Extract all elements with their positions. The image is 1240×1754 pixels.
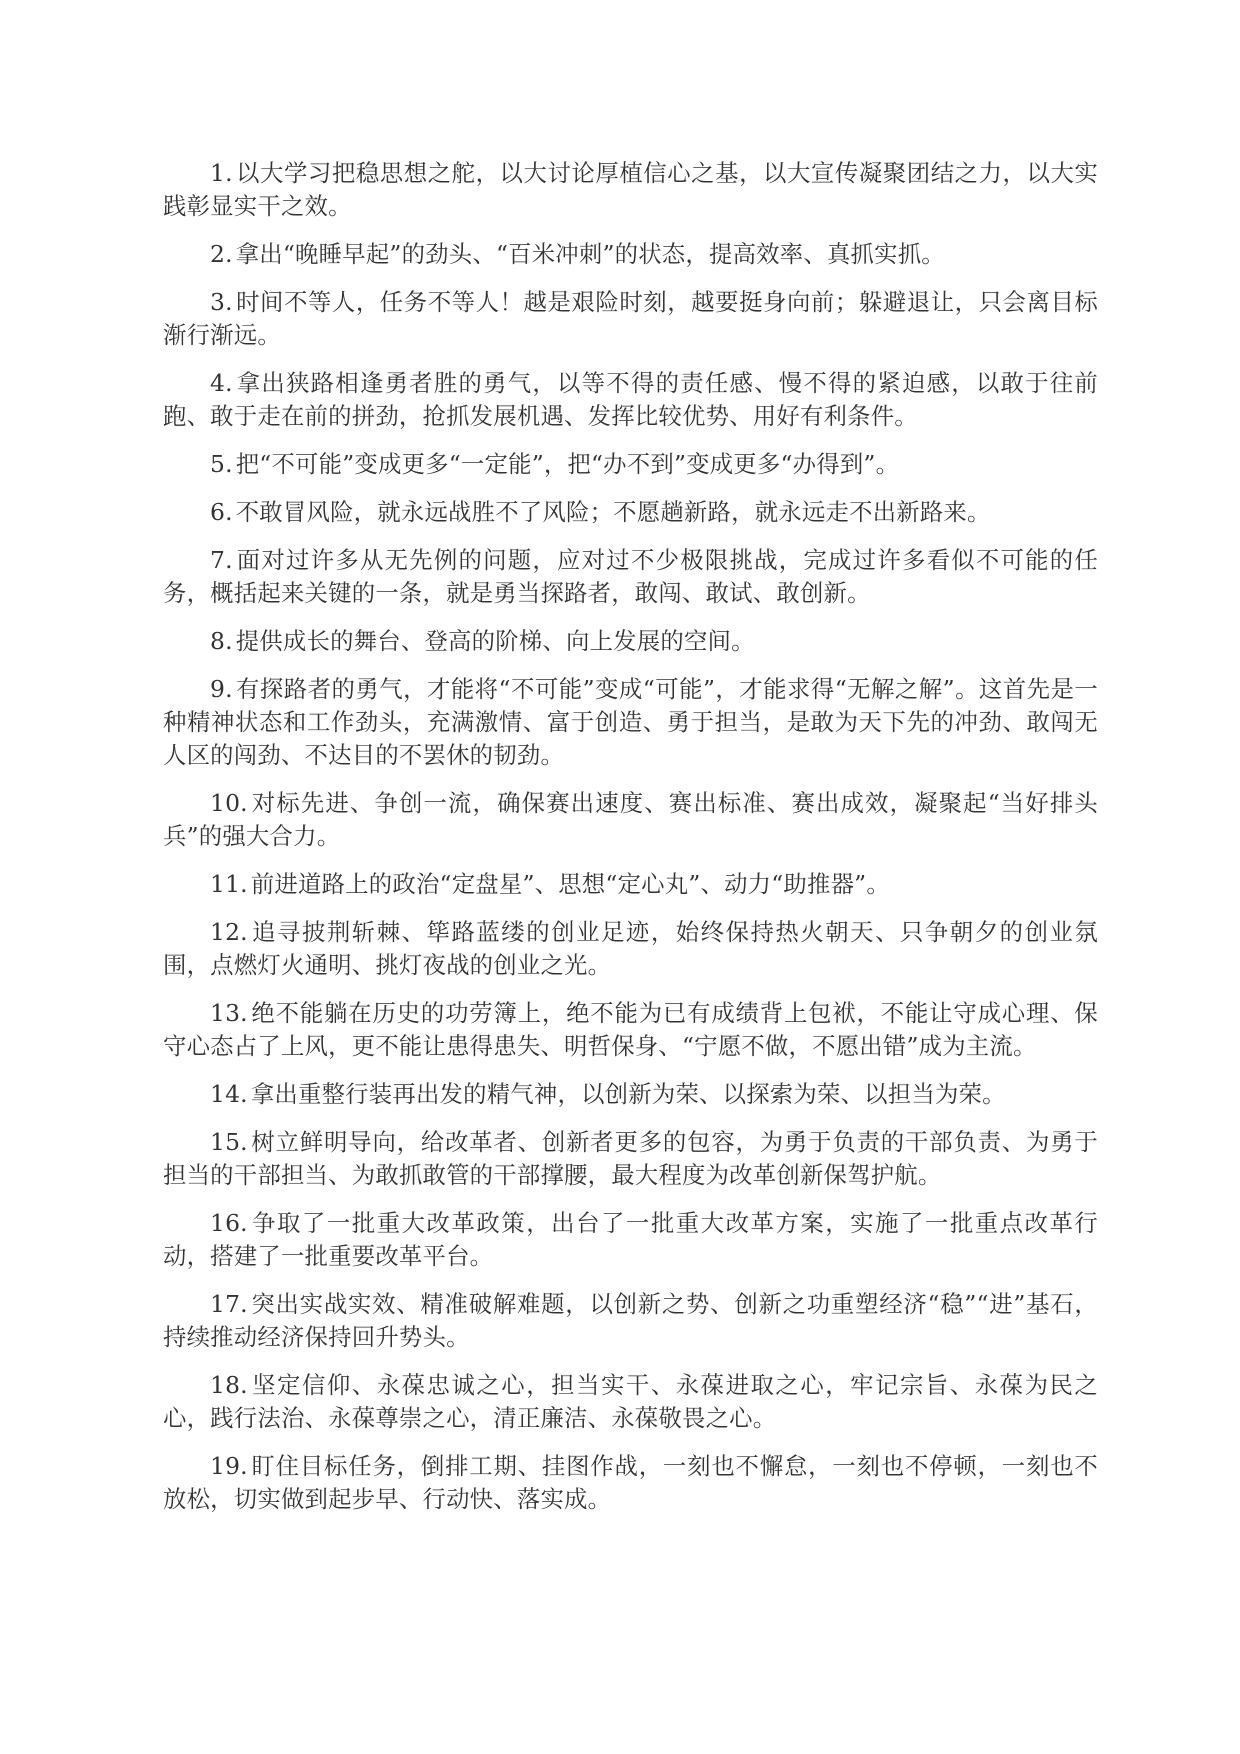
item-text: 追寻披荆斩棘、筚路蓝缕的创业足迹，始终保持热火朝天、只争朝夕的创业氛围，点燃灯火通明、挑灯夜战的创业之光。 (163, 918, 1098, 979)
list-item (163, 286, 1098, 352)
item-text: 把“不可能”变成更多“一定能”，把“办不到”变成更多“办得到”。 (235, 450, 900, 478)
list-item (163, 673, 1098, 772)
item-number: 16. (210, 1209, 248, 1237)
item-text: 突出实战实效、精准破解难题，以创新之势、创新之功重塑经济“稳”“进”基石，持续推动经济保持回升势头。 (163, 1290, 1098, 1351)
item-number: 11. (210, 870, 248, 898)
item-number: 9. (210, 675, 233, 703)
item-number: 4. (210, 369, 233, 397)
item-text: 有探路者的勇气，才能将“不可能”变成“可能”，才能求得“无解之解”。这首先是一种精神状态和工作劲头，充满激情、富于创造、勇于担当，是敢为天下先的冲劲、敢闯无人区的闯劲、不达目的不罢休的韧劲。 (163, 675, 1098, 769)
list-item (163, 625, 1098, 658)
item-text: 拿出重整行装再出发的精气神，以创新为荣、以探索为荣、以担当为荣。 (250, 1080, 1006, 1108)
item-number: 6. (210, 498, 233, 526)
list-item (163, 787, 1098, 853)
list-item (163, 367, 1098, 433)
item-text: 拿出“晚睡早起”的劲头、“百米冲刺”的状态，提高效率、真抓实抓。 (235, 240, 945, 268)
item-text: 时间不等人，任务不等人！越是艰险时刻，越要挺身向前；躲避退让，只会离目标渐行渐远。 (163, 288, 1098, 349)
item-number: 3. (210, 288, 233, 316)
list-item (163, 496, 1098, 529)
list-item (163, 1288, 1098, 1354)
list-item (163, 997, 1098, 1063)
item-text: 前进道路上的政治“定盘星”、思想“定心丸”、动力“助推器”。 (250, 870, 890, 898)
list-item (163, 916, 1098, 982)
item-number: 2. (210, 240, 233, 268)
item-number: 18. (210, 1371, 248, 1399)
list-item (163, 544, 1098, 610)
item-number: 7. (210, 546, 233, 574)
item-text: 坚定信仰、永葆忠诚之心，担当实干、永葆进取之心，牢记宗旨、永葆为民之心，践行法治、永葆尊崇之心，清正廉洁、永葆敬畏之心。 (163, 1371, 1098, 1432)
item-text: 对标先进、争创一流，确保赛出速度、赛出标准、赛出成效，凝聚起“当好排头兵”的强大合力。 (163, 789, 1098, 850)
item-number: 13. (210, 999, 248, 1027)
list-item (163, 1207, 1098, 1273)
list-item (163, 1078, 1098, 1111)
item-number: 1. (210, 159, 233, 187)
document-body (163, 157, 1098, 1531)
item-number: 8. (210, 627, 233, 655)
item-number: 5. (210, 450, 233, 478)
item-number: 19. (210, 1452, 248, 1480)
item-text: 面对过许多从无先例的问题，应对过不少极限挑战，完成过许多看似不可能的任务，概括起来关键的一条，就是勇当探路者，敢闯、敢试、敢创新。 (163, 546, 1098, 607)
item-text: 树立鲜明导向，给改革者、创新者更多的包容，为勇于负责的干部负责、为勇于担当的干部担当、为敢抓敢管的干部撑腰，最大程度为改革创新保驾护航。 (163, 1128, 1098, 1189)
item-text: 争取了一批重大改革政策，出台了一批重大改革方案，实施了一批重点改革行动，搭建了一批重要改革平台。 (163, 1209, 1098, 1270)
item-text: 提供成长的舞台、登高的阶梯、向上发展的空间。 (235, 627, 755, 655)
item-number: 17. (210, 1290, 248, 1318)
item-number: 12. (210, 918, 248, 946)
item-text: 盯住目标任务，倒排工期、挂图作战，一刻也不懈怠，一刻也不停顿，一刻也不放松，切实做到起步早、行动快、落实成。 (163, 1452, 1098, 1513)
item-text: 绝不能躺在历史的功劳簿上，绝不能为已有成绩背上包袱，不能让守成心理、保守心态占了上风，更不能让患得患失、明哲保身、“宁愿不做，不愿出错”成为主流。 (163, 999, 1098, 1060)
list-item (163, 1450, 1098, 1516)
item-text: 不敢冒风险，就永远战胜不了风险；不愿趟新路，就永远走不出新路来。 (235, 498, 991, 526)
item-number: 14. (210, 1080, 248, 1108)
item-text: 拿出狭路相逢勇者胜的勇气，以等不得的责任感、慢不得的紧迫感，以敢于往前跑、敢于走在前的拼劲，抢抓发展机遇、发挥比较优势、用好有利条件。 (163, 369, 1098, 430)
list-item (163, 238, 1098, 271)
list-item (163, 868, 1098, 901)
list-item (163, 157, 1098, 223)
list-item (163, 448, 1098, 481)
item-text: 以大学习把稳思想之舵，以大讨论厚植信心之基，以大宣传凝聚团结之力，以大实践彰显实干之效。 (163, 159, 1098, 220)
item-number: 10. (210, 789, 248, 817)
item-number: 15. (210, 1128, 248, 1156)
list-item (163, 1126, 1098, 1192)
list-item (163, 1369, 1098, 1435)
